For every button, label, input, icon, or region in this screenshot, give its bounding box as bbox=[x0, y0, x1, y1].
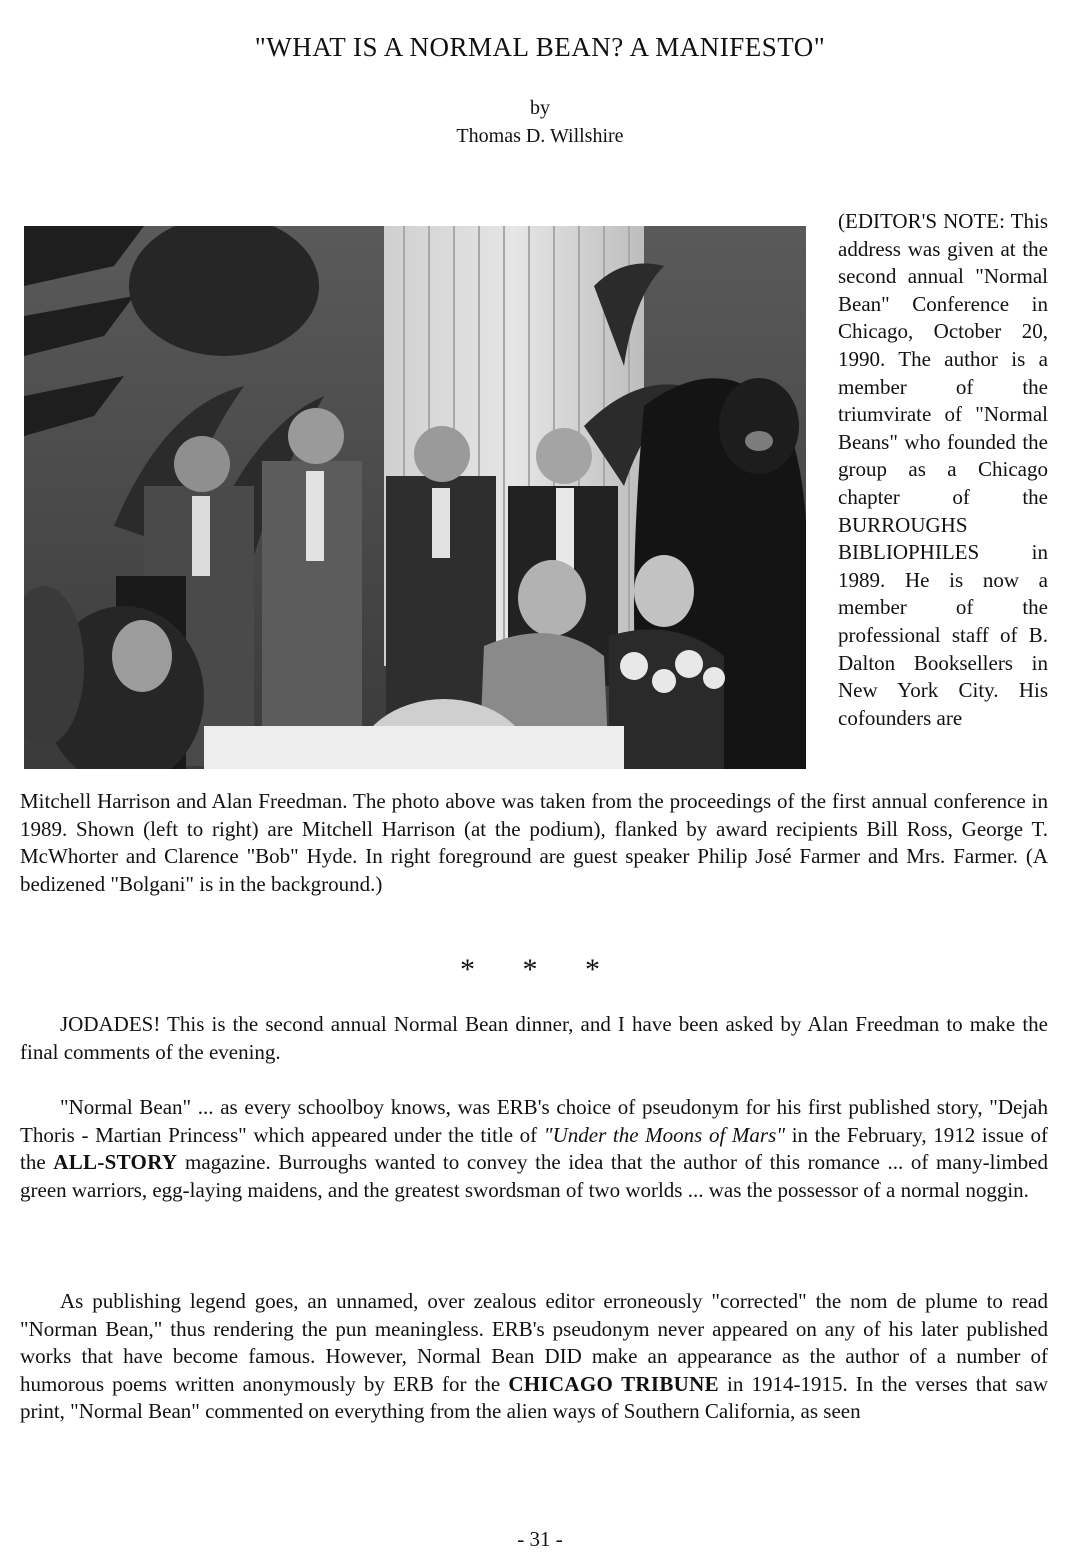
page-number: - 31 - bbox=[517, 1527, 563, 1551]
conference-photo bbox=[24, 226, 806, 769]
story-title: "Under the Moons of Mars" bbox=[543, 1122, 786, 1147]
byline-by: by bbox=[530, 97, 550, 119]
body-paragraph-2 bbox=[20, 1094, 1048, 1204]
body-paragraph-1: JODADES! This is the second annual Normal Bean dinner, and I have been asked by Alan Freedman to make the final comments of the evening. bbox=[20, 1012, 1048, 1064]
body-paragraph-3 bbox=[20, 1288, 1048, 1426]
newspaper-name: CHICAGO TRIBUNE bbox=[508, 1371, 719, 1396]
section-divider: * * * bbox=[460, 953, 620, 986]
magazine-name: ALL-STORY bbox=[53, 1150, 178, 1175]
body-text: magazine. Burroughs wanted to convey the idea that the author of this romance ... of many-limbed green warriors, egg-laying maidens, and the greatest swordsman of two worlds ... was the possessor of a normal noggin. bbox=[20, 1150, 1048, 1202]
editor-note: (EDITOR'S NOTE: This address was given at the second annual "Normal Bean" Conference in Chicago, October 20, 1990. The author is a member of the triumvirate of "Normal Beans" who founded the group as a Chicago chapter of the BURROUGHS BIBLIOPHILES in 1989. He is now a member of the professional staff of B. Dalton Booksellers in New York City. His cofounders are bbox=[838, 209, 1048, 730]
article-title: "WHAT IS A NORMAL BEAN? A MANIFESTO" bbox=[254, 32, 826, 62]
author-name: Thomas D. Willshire bbox=[456, 125, 624, 147]
body-text: As publishing legend goes, an unnamed, over zealous editor erroneously "corrected" the nom de plume to read "Norman Bean," thus rendering the pun meaningless. ERB's pseudonym never appeared on any of his later published works that have become famous. However, Normal Bean DID make an appearance as the author of a number of humorous poems written anonymously by ERB for the bbox=[20, 1289, 1048, 1396]
byline bbox=[0, 94, 1080, 150]
body-text: "Normal Bean" ... as every schoolboy knows, was ERB's choice of pseudonym for his first published story, "Dejah Thoris - Martian Princess" which appeared under the title of bbox=[20, 1095, 1048, 1147]
body-text: in the February, 1912 issue of the bbox=[20, 1122, 1048, 1175]
editor-note-continued: Mitchell Harrison and Alan Freedman. The photo above was taken from the proceedings of the first annual conference in 1989. Shown (left to right) are Mitchell Harrison (at the podium), flanked by award recipients Bill Ross, George T. McWhorter and Clarence "Bob" Hyde. In right foreground are guest speaker Philip José Farmer and Mrs. Farmer. (A bedizened "Bolgani" is in the background.) bbox=[20, 789, 1048, 896]
body-text: in 1914-1915. In the verses that saw print, "Normal Bean" commented on everything from the alien ways of Southern California, as seen bbox=[20, 1371, 1048, 1424]
